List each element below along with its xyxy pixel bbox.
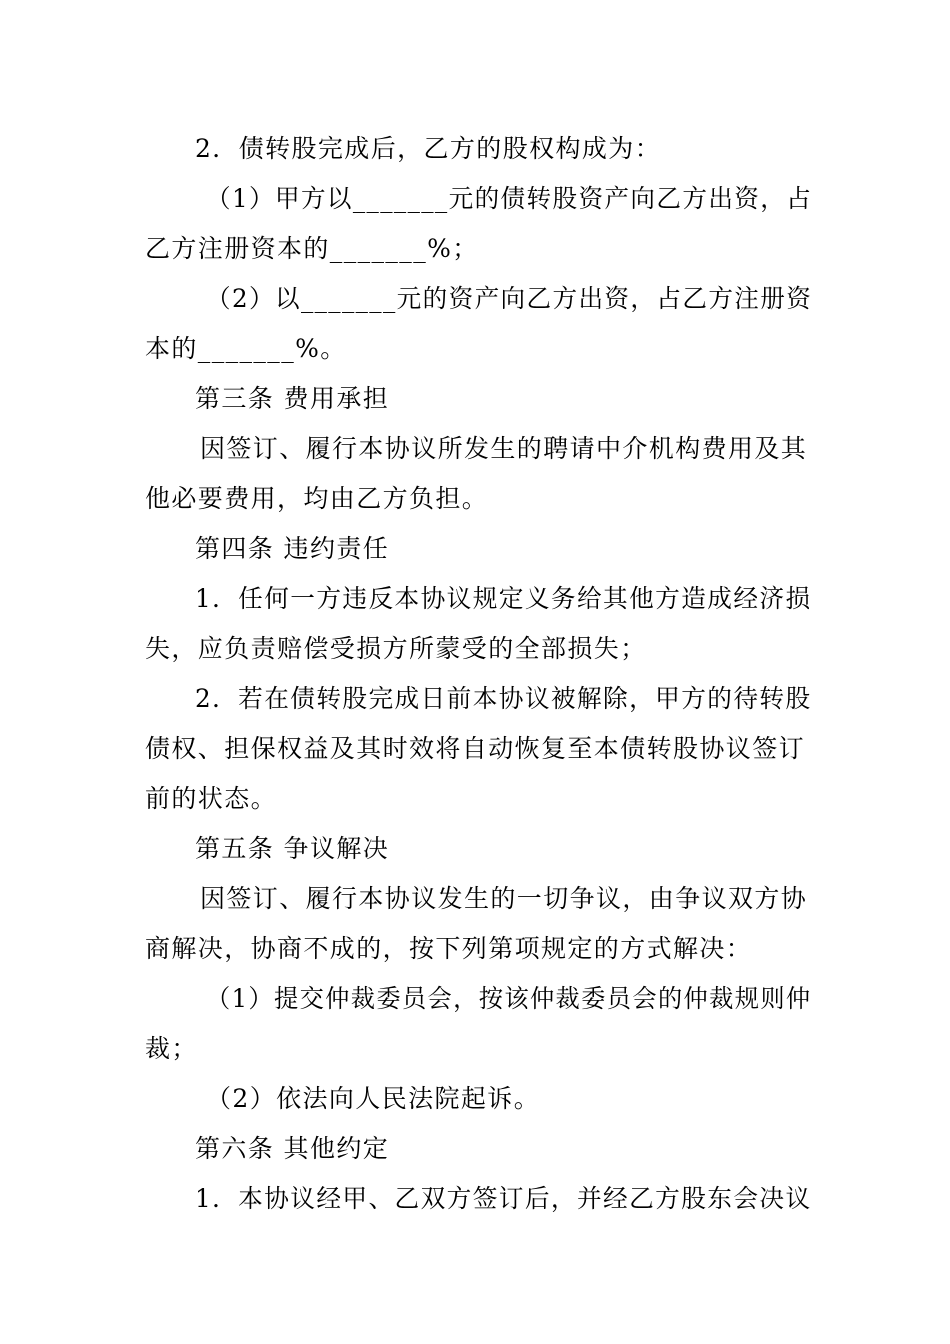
article-3-paragraph: 因签订、履行本协议所发生的聘请中介机构费用及其 [200, 434, 808, 463]
article-5-paragraph-continuation: 商解决，协商不成的，按下列第项规定的方式解决： [145, 934, 753, 963]
item-1-party-a-contribution: （1）甲方以_______元的债转股资产向乙方出资，占 [206, 184, 813, 213]
article-4-clause-2-continuation: 债权、担保权益及其时效将自动恢复至本债转股协议签订 [145, 734, 806, 763]
article-3-heading: 第三条 费用承担 [195, 384, 390, 413]
article-5-paragraph: 因签订、履行本协议发生的一切争议，由争议双方协 [200, 884, 808, 913]
article-5-option-2: （2）依法向人民法院起诉。 [206, 1084, 541, 1113]
article-3-paragraph-continuation: 他必要费用，均由乙方负担。 [145, 484, 489, 513]
article-5-option-1: （1）提交仲裁委员会，按该仲裁委员会的仲裁规则仲 [206, 984, 812, 1013]
clause-2-equity-structure: 2．债转股完成后，乙方的股权构成为： [195, 134, 662, 163]
item-1-continuation: 乙方注册资本的_______%； [145, 234, 479, 263]
article-4-heading: 第四条 违约责任 [195, 534, 390, 563]
article-4-clause-1-continuation: 失，应负责赔偿受损方所蒙受的全部损失； [145, 634, 647, 663]
article-5-option-1-continuation: 裁； [145, 1034, 198, 1063]
article-4-clause-1: 1．任何一方违反本协议规定义务给其他方造成经济损 [195, 584, 812, 613]
item-2-continuation: 本的_______%。 [145, 334, 347, 363]
article-4-clause-2-end: 前的状态。 [145, 784, 278, 813]
article-4-clause-2: 2．若在债转股完成日前本协议被解除，甲方的待转股 [195, 684, 812, 713]
article-6-heading: 第六条 其他约定 [195, 1134, 390, 1163]
article-6-clause-1: 1．本协议经甲、乙双方签订后，并经乙方股东会决议 [195, 1184, 812, 1213]
article-5-heading: 第五条 争议解决 [195, 834, 390, 863]
item-2-asset-contribution: （2）以_______元的资产向乙方出资，占乙方注册资 [206, 284, 813, 313]
